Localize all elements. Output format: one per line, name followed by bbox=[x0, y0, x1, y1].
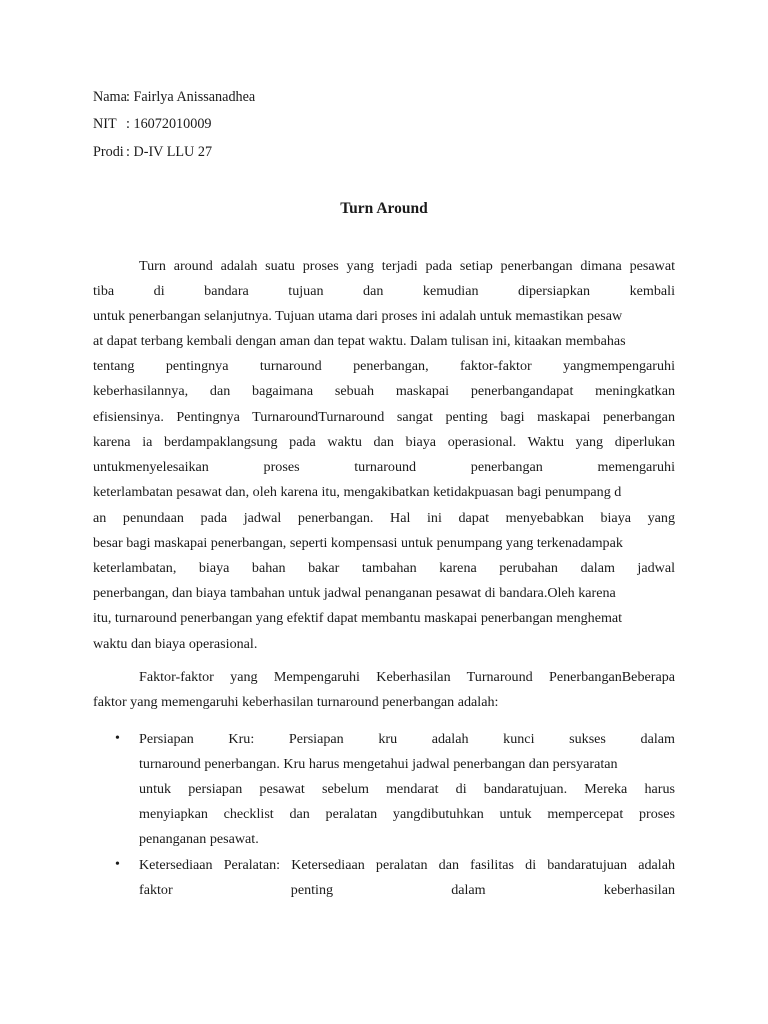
paragraph-line: itu, turnaround penerbangan yang efektif dapat membantu maskapai penerbangan menghemat bbox=[93, 610, 623, 626]
paragraph-line: keterlambatan pesawat dan, oleh karena itu, mengakibatkan ketidakpuasan bagi penumpang d bbox=[93, 484, 622, 500]
paragraph-line: untuk penerbangan selanjutnya. Tujuan utama dari proses ini adalah untuk memastikan pesaw bbox=[93, 308, 623, 324]
paragraph-line: besar bagi maskapai penerbangan, seperti kompensasi untuk penumpang yang terkenadampak bbox=[93, 535, 623, 551]
paragraph-line: at dapat terbang kembali dengan aman dan tepat waktu. Dalam tulisan ini, kitaakan membahas bbox=[93, 333, 626, 349]
bullet-line: faktor penting dalam keberhasilan bbox=[139, 882, 675, 898]
paragraph-line: keberhasilannya, dan bagaimana sebuah maskapai penerbangandapat meningkatkan bbox=[93, 383, 675, 399]
bullet-line: penanganan pesawat. bbox=[139, 831, 259, 847]
bullet-line: Persiapan Kru: Persiapan kru adalah kunci sukses dalam bbox=[139, 731, 675, 747]
prodi-value: : D-IV LLU 27 bbox=[126, 144, 213, 160]
bullet-line: Ketersediaan Peralatan: Ketersediaan peralatan dan fasilitas di bandaratujuan adalah bbox=[139, 857, 675, 873]
paragraph-line: karena ia berdampaklangsung pada waktu dan biaya operasional. Waktu yang diperlukan bbox=[93, 434, 675, 450]
nit-value: : 16072010009 bbox=[126, 116, 212, 132]
nama-value: : Fairlya Anissanadhea bbox=[126, 89, 256, 105]
paragraph-line: efisiensinya. Pentingnya TurnaroundTurnaround sangat penting bagi maskapai penerbangan bbox=[93, 409, 675, 425]
paragraph-line: tentang pentingnya turnaround penerbangan, faktor-faktor yangmempengaruhi bbox=[93, 358, 675, 374]
bullet-line: menyiapkan checklist dan peralatan yangdibutuhkan untuk mempercepat proses bbox=[139, 806, 675, 822]
paragraph-line: Turn around adalah suatu proses yang terjadi pada setiap penerbangan dimana pesawat bbox=[139, 258, 675, 274]
paragraph-line: penerbangan, dan biaya tambahan untuk jadwal penanganan pesawat di bandara.Oleh karena bbox=[93, 585, 616, 601]
paragraph-line: keterlambatan, biaya bahan bakar tambahan karena perubahan dalam jadwal bbox=[93, 560, 675, 576]
bullet-icon: • bbox=[115, 857, 120, 872]
prodi-label: Prodi bbox=[93, 144, 124, 160]
paragraph-line: untukmenyelesaikan proses turnaround penerbangan memengaruhi bbox=[93, 459, 675, 475]
paragraph-line: waktu dan biaya operasional. bbox=[93, 636, 258, 652]
paragraph-line: Faktor-faktor yang Mempengaruhi Keberhasilan Turnaround PenerbanganBeberapa bbox=[139, 669, 675, 685]
nit-label: NIT bbox=[93, 116, 117, 132]
paragraph-line: an penundaan pada jadwal penerbangan. Hal ini dapat menyebabkan biaya yang bbox=[93, 510, 675, 526]
bullet-line: turnaround penerbangan. Kru harus mengetahui jadwal penerbangan dan persyaratan bbox=[139, 756, 618, 772]
bullet-icon: • bbox=[115, 731, 120, 746]
nama-label: Nama bbox=[93, 89, 127, 105]
paragraph-line: faktor yang memengaruhi keberhasilan turnaround penerbangan adalah: bbox=[93, 694, 499, 710]
bullet-line: untuk persiapan pesawat sebelum mendarat di bandaratujuan. Mereka harus bbox=[139, 781, 675, 797]
paragraph-line: tiba di bandara tujuan dan kemudian dipersiapkan kembali bbox=[93, 283, 675, 299]
document-title: Turn Around bbox=[340, 200, 428, 217]
